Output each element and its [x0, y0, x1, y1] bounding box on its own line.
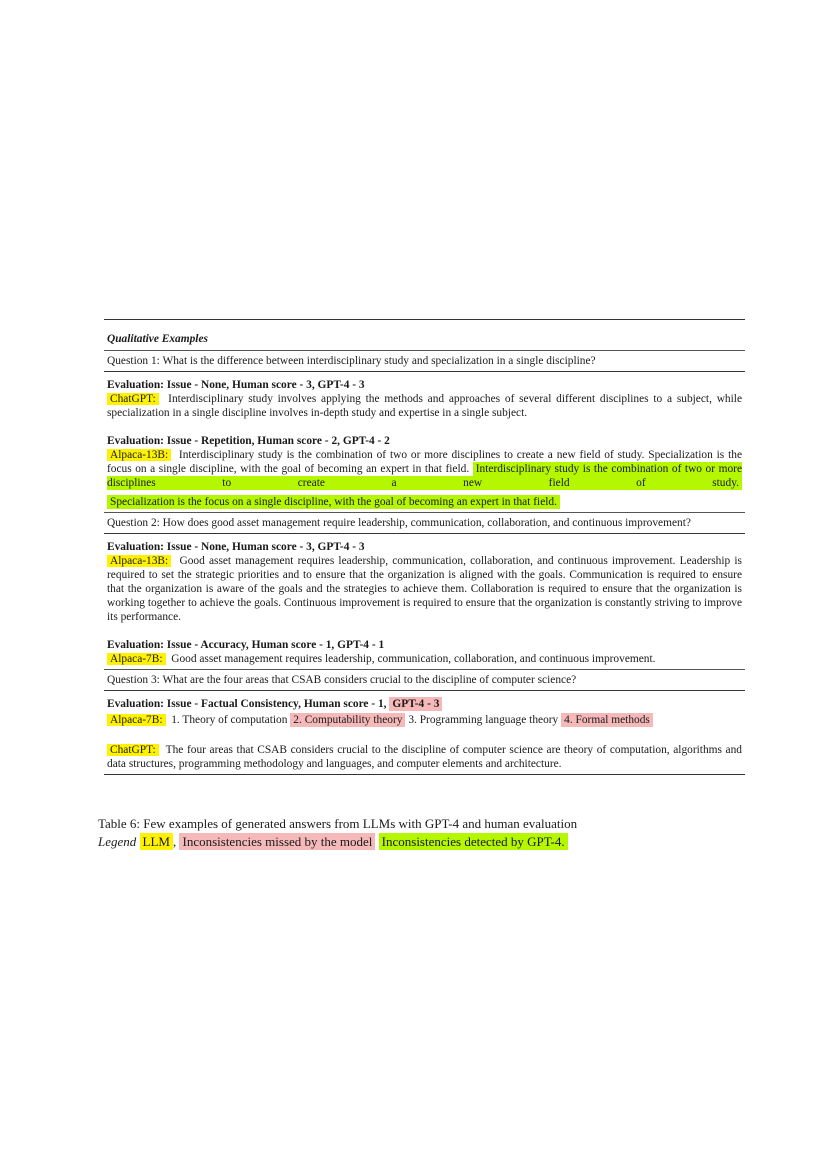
- detected-inconsistency: Interdisciplinary study is the combination of two or more disciplines to create a new field of study.: [107, 463, 742, 489]
- missed-inconsistency: 4. Formal methods: [561, 713, 653, 727]
- question-3: Question 3: What are the four areas that CSAB considers crucial to the discipline of computer science?: [107, 674, 577, 686]
- model-label: Alpaca-7B:: [107, 653, 166, 665]
- answer-text: The four areas that CSAB considers crucial to the discipline of computer science are theory of computation, algorithms and data structures, programming methodology and languages, and computer elements and architecture.: [107, 744, 742, 770]
- question-2: Question 2: How does good asset management require leadership, communication, collaboration, and continuous improvement?: [107, 517, 691, 529]
- missed-inconsistency: 2. Computability theory: [290, 713, 405, 727]
- answer-paragraph: [104, 448, 745, 490]
- legend-detected: Inconsistencies detected by GPT-4.: [379, 833, 568, 850]
- evaluation-block: [104, 534, 745, 632]
- model-label: Alpaca-7B:: [107, 714, 166, 726]
- model-label: ChatGPT:: [107, 744, 159, 756]
- qualitative-examples-table: [104, 319, 745, 775]
- answer-text: Good asset management requires leadership, communication, collaboration, and continuous improvement. Leadership is required to set the strategic priorities and to ensure that the organization is aligned with the goals. Communication is required to ensure that the organization is aware of the goals and the strategies to achieve them. Collaboration is required to ensure that the organization is working together to achieve the goals. Continuous improvement is required to ensure that the organization is constantly striving to improve its performance.: [107, 555, 742, 623]
- evaluation-block: [104, 737, 745, 774]
- table-header: Qualitative Examples: [107, 333, 208, 345]
- answer-text: Good asset management requires leadership, communication, collaboration, and continuous improvement.: [171, 653, 656, 665]
- table-bottom-rule: [104, 774, 745, 775]
- legend-label: Legend: [98, 834, 137, 849]
- model-label: ChatGPT:: [107, 393, 159, 405]
- answer-text: Interdisciplinary study is the combination of two or more disciplines to create a new field of study. Specialization is the focus on a single discipline, with the goal of becoming an expert in that field.: [107, 449, 742, 475]
- legend-missed: Inconsistencies missed by the model: [179, 833, 375, 850]
- model-label: Alpaca-13B:: [107, 449, 171, 461]
- missed-score: GPT-4 - 3: [389, 697, 442, 711]
- model-label: Alpaca-13B:: [107, 555, 171, 567]
- answer-paragraph: [104, 743, 745, 771]
- evaluation-title: Evaluation: Issue - None, Human score - 3, GPT-4 - 3: [107, 379, 365, 391]
- answer-paragraph: [104, 392, 745, 420]
- answer-item: 1. Theory of computation: [171, 714, 288, 726]
- evaluation-block: [104, 428, 745, 512]
- question-1: Question 1: What is the difference between interdisciplinary study and specialization in a single discipline?: [107, 355, 596, 367]
- detected-inconsistency: Specialization is the focus on a single discipline, with the goal of becoming an expert in that field.: [107, 495, 560, 509]
- legend-llm: LLM: [140, 833, 173, 850]
- evaluation-title-prefix: Evaluation: Issue - Factual Consistency, Human score - 1,: [107, 698, 387, 710]
- answer-item: 3. Programming language theory: [408, 714, 559, 726]
- evaluation-title: Evaluation: Issue - None, Human score - 3, GPT-4 - 3: [107, 541, 365, 553]
- answer-paragraph: [104, 652, 745, 666]
- evaluation-block: [104, 632, 745, 669]
- legend: [98, 832, 738, 850]
- answer-paragraph: [104, 554, 745, 624]
- answer-paragraph: [104, 711, 745, 727]
- evaluation-block: [104, 372, 745, 428]
- answer-text: Interdisciplinary study involves applying the methods and approaches of several different disciplines to a subject, while specialization in a single discipline involves in-depth study and expertise in a single subject.: [107, 393, 742, 419]
- evaluation-title: Evaluation: Issue - Repetition, Human score - 2, GPT-4 - 2: [107, 435, 390, 447]
- evaluation-title: Evaluation: Issue - Accuracy, Human score - 1, GPT-4 - 1: [107, 639, 385, 651]
- answer-paragraph-continued: [104, 490, 745, 509]
- caption-text: Table 6: Few examples of generated answers from LLMs with GPT-4 and human evaluation: [98, 816, 578, 831]
- legend-separator: ,: [172, 834, 177, 849]
- evaluation-title: [104, 691, 745, 711]
- table-caption: [98, 815, 738, 850]
- evaluation-block: [104, 691, 745, 737]
